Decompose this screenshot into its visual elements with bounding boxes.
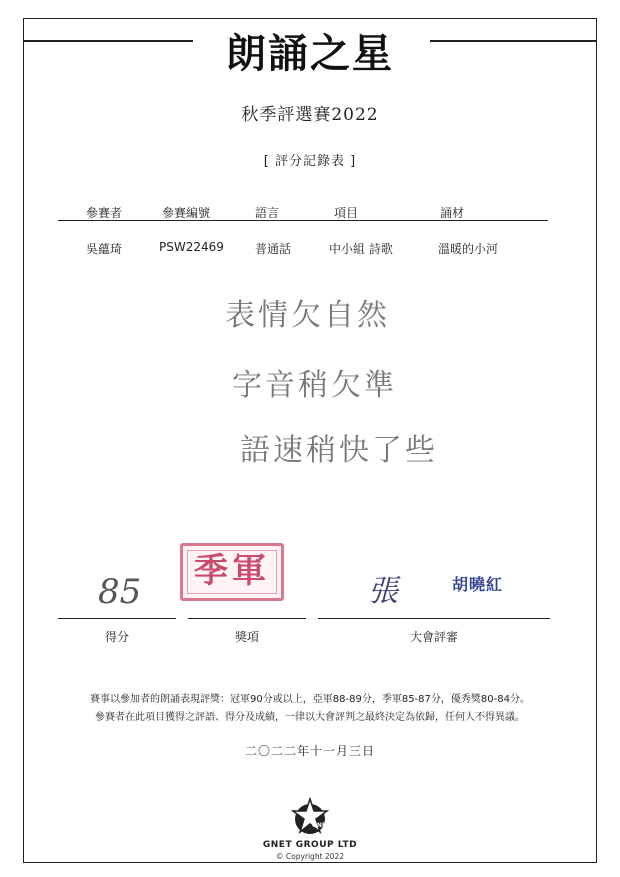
column-header-material: 誦材 (440, 206, 465, 220)
copyright-text: © Copyright 2022 (275, 852, 344, 861)
award-label: 獎項 (234, 630, 259, 644)
gnet-star-logo-icon (290, 797, 350, 837)
logo-text: GNET STAR (312, 822, 350, 829)
comment-3: 語速稍快了些 (240, 433, 438, 468)
company-name: GNET GROUP LTD (262, 840, 358, 850)
award-stamp (180, 543, 284, 601)
judge-name: 胡曉紅 (452, 575, 504, 594)
stamp-inner-border (187, 550, 277, 594)
judge-line (318, 618, 550, 619)
column-header-participant: 參賽者 (86, 206, 123, 220)
participant-id: PSW22469 (159, 240, 224, 254)
participant-language: 普通話 (255, 242, 292, 256)
issue-date: 二〇二二年十一月三日 (244, 744, 375, 758)
rules-line-1: 賽事以參加者的朗誦表現評獎：冠軍90分或以上，亞軍88-89分，季軍85-87分，優秀獎80-84分。 (90, 694, 530, 705)
judge-label: 大會評審 (409, 630, 458, 644)
column-header-category: 項目 (334, 206, 359, 220)
comment-1: 表情欠自然 (225, 298, 390, 333)
form-name: [ 評分記錄表 ] (263, 154, 357, 169)
participant-material: 溫暖的小河 (438, 242, 499, 256)
award-stamp-text: 季軍 (194, 551, 270, 591)
judge-signature: 張 (368, 574, 398, 609)
score-handwritten: 85 (98, 572, 142, 612)
column-header-id: 參賽編號 (162, 206, 211, 220)
participant-name: 吳蘊琦 (86, 242, 123, 256)
participant-category: 中小組 詩歌 (329, 242, 393, 256)
score-line (58, 618, 176, 619)
score-label: 得分 (104, 630, 129, 644)
table-header-divider (58, 220, 548, 221)
column-header-language: 語言 (255, 206, 280, 220)
page-title: 朗誦之星 (226, 31, 394, 77)
competition-subtitle: 秋季評選賽2022 (241, 105, 379, 125)
rules-line-2: 參賽者在此項目獲得之評語、得分及成績，一律以大會評判之最終決定為依歸，任何人不得異議。 (95, 712, 525, 723)
comment-2: 字音稍欠準 (232, 368, 397, 403)
award-line (188, 618, 306, 619)
